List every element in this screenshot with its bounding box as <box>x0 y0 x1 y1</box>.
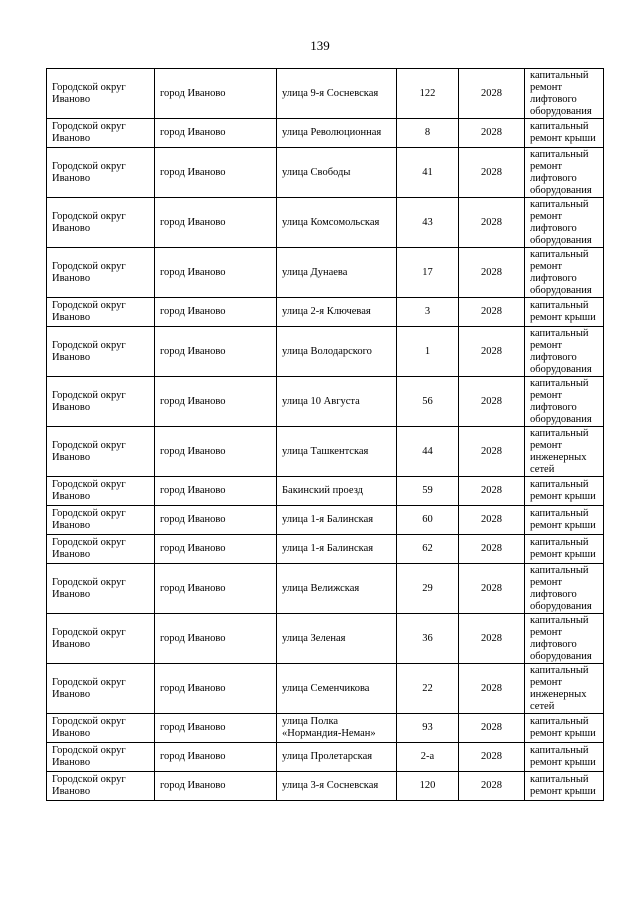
house-number-cell: 17 <box>397 248 459 298</box>
year-cell: 2028 <box>459 772 525 801</box>
year-cell: 2028 <box>459 327 525 377</box>
city-cell: город Иваново <box>155 714 277 743</box>
year-cell: 2028 <box>459 377 525 427</box>
street-cell: улица 1-я Балинская <box>277 535 397 564</box>
house-number-cell: 29 <box>397 564 459 614</box>
street-cell: улица 10 Августа <box>277 377 397 427</box>
table-row <box>47 772 604 801</box>
house-number-cell: 3 <box>397 298 459 327</box>
table-row <box>47 327 604 377</box>
table-row <box>47 614 604 664</box>
table-row <box>47 477 604 506</box>
city-cell: город Иваново <box>155 148 277 198</box>
street-cell: улица 9-я Сосневская <box>277 69 397 119</box>
year-cell: 2028 <box>459 148 525 198</box>
work-type-cell: капитальный ремонт инженерных сетей <box>525 664 604 714</box>
work-type-cell: капитальный ремонт лифтового оборудования <box>525 327 604 377</box>
year-cell: 2028 <box>459 477 525 506</box>
okrug-cell: Городской округ Иваново <box>47 327 155 377</box>
house-number-cell: 59 <box>397 477 459 506</box>
street-cell: улица Дунаева <box>277 248 397 298</box>
work-type-cell: капитальный ремонт лифтового оборудования <box>525 614 604 664</box>
okrug-cell: Городской округ Иваново <box>47 664 155 714</box>
street-cell: улица Революционная <box>277 119 397 148</box>
city-cell: город Иваново <box>155 119 277 148</box>
table-row <box>47 198 604 248</box>
house-number-cell: 36 <box>397 614 459 664</box>
year-cell: 2028 <box>459 198 525 248</box>
year-cell: 2028 <box>459 714 525 743</box>
house-number-cell: 44 <box>397 427 459 477</box>
house-number-cell: 22 <box>397 664 459 714</box>
city-cell: город Иваново <box>155 535 277 564</box>
city-cell: город Иваново <box>155 614 277 664</box>
okrug-cell: Городской округ Иваново <box>47 535 155 564</box>
okrug-cell: Городской округ Иваново <box>47 377 155 427</box>
capital-repair-table <box>46 68 604 801</box>
city-cell: город Иваново <box>155 477 277 506</box>
house-number-cell: 93 <box>397 714 459 743</box>
street-cell: улица 2-я Ключевая <box>277 298 397 327</box>
year-cell: 2028 <box>459 506 525 535</box>
work-type-cell: капитальный ремонт лифтового оборудования <box>525 248 604 298</box>
page-number: 139 <box>310 38 330 53</box>
year-cell: 2028 <box>459 664 525 714</box>
street-cell: улица Полка «Нормандия-Неман» <box>277 714 397 743</box>
city-cell: город Иваново <box>155 248 277 298</box>
table-row <box>47 564 604 614</box>
year-cell: 2028 <box>459 743 525 772</box>
year-cell: 2028 <box>459 298 525 327</box>
work-type-cell: капитальный ремонт крыши <box>525 119 604 148</box>
work-type-cell: капитальный ремонт лифтового оборудования <box>525 564 604 614</box>
city-cell: город Иваново <box>155 327 277 377</box>
year-cell: 2028 <box>459 427 525 477</box>
okrug-cell: Городской округ Иваново <box>47 477 155 506</box>
table-row <box>47 248 604 298</box>
work-type-cell: капитальный ремонт крыши <box>525 772 604 801</box>
table-row <box>47 377 604 427</box>
okrug-cell: Городской округ Иваново <box>47 248 155 298</box>
okrug-cell: Городской округ Иваново <box>47 148 155 198</box>
work-type-cell: капитальный ремонт крыши <box>525 477 604 506</box>
okrug-cell: Городской округ Иваново <box>47 198 155 248</box>
year-cell: 2028 <box>459 119 525 148</box>
okrug-cell: Городской округ Иваново <box>47 506 155 535</box>
house-number-cell: 62 <box>397 535 459 564</box>
city-cell: город Иваново <box>155 377 277 427</box>
work-type-cell: капитальный ремонт крыши <box>525 506 604 535</box>
house-number-cell: 2-а <box>397 743 459 772</box>
house-number-cell: 41 <box>397 148 459 198</box>
street-cell: Бакинский проезд <box>277 477 397 506</box>
city-cell: город Иваново <box>155 564 277 614</box>
table-body <box>47 69 604 801</box>
street-cell: улица Зеленая <box>277 614 397 664</box>
city-cell: город Иваново <box>155 198 277 248</box>
table-row <box>47 69 604 119</box>
street-cell: улица Свободы <box>277 148 397 198</box>
year-cell: 2028 <box>459 69 525 119</box>
work-type-cell: капитальный ремонт крыши <box>525 535 604 564</box>
table-row <box>47 506 604 535</box>
year-cell: 2028 <box>459 564 525 614</box>
house-number-cell: 120 <box>397 772 459 801</box>
street-cell: улица Комсомольская <box>277 198 397 248</box>
okrug-cell: Городской округ Иваново <box>47 69 155 119</box>
city-cell: город Иваново <box>155 664 277 714</box>
city-cell: город Иваново <box>155 506 277 535</box>
okrug-cell: Городской округ Иваново <box>47 427 155 477</box>
year-cell: 2028 <box>459 535 525 564</box>
okrug-cell: Городской округ Иваново <box>47 743 155 772</box>
city-cell: город Иваново <box>155 743 277 772</box>
house-number-cell: 43 <box>397 198 459 248</box>
okrug-cell: Городской округ Иваново <box>47 564 155 614</box>
table-row <box>47 743 604 772</box>
table-row <box>47 298 604 327</box>
street-cell: улица Ташкентская <box>277 427 397 477</box>
street-cell: улица 1-я Балинская <box>277 506 397 535</box>
year-cell: 2028 <box>459 248 525 298</box>
okrug-cell: Городской округ Иваново <box>47 298 155 327</box>
work-type-cell: капитальный ремонт крыши <box>525 298 604 327</box>
table-row <box>47 664 604 714</box>
city-cell: город Иваново <box>155 427 277 477</box>
work-type-cell: капитальный ремонт крыши <box>525 714 604 743</box>
city-cell: город Иваново <box>155 772 277 801</box>
table-row <box>47 148 604 198</box>
table-row <box>47 714 604 743</box>
work-type-cell: капитальный ремонт лифтового оборудования <box>525 69 604 119</box>
house-number-cell: 60 <box>397 506 459 535</box>
okrug-cell: Городской округ Иваново <box>47 614 155 664</box>
work-type-cell: капитальный ремонт лифтового оборудования <box>525 198 604 248</box>
house-number-cell: 122 <box>397 69 459 119</box>
street-cell: улица 3-я Сосневская <box>277 772 397 801</box>
year-cell: 2028 <box>459 614 525 664</box>
city-cell: город Иваново <box>155 298 277 327</box>
okrug-cell: Городской округ Иваново <box>47 119 155 148</box>
house-number-cell: 8 <box>397 119 459 148</box>
okrug-cell: Городской округ Иваново <box>47 714 155 743</box>
street-cell: улица Семенчикова <box>277 664 397 714</box>
work-type-cell: капитальный ремонт инженерных сетей <box>525 427 604 477</box>
house-number-cell: 1 <box>397 327 459 377</box>
table-row <box>47 535 604 564</box>
city-cell: город Иваново <box>155 69 277 119</box>
work-type-cell: капитальный ремонт лифтового оборудования <box>525 377 604 427</box>
house-number-cell: 56 <box>397 377 459 427</box>
work-type-cell: капитальный ремонт крыши <box>525 743 604 772</box>
table-row <box>47 427 604 477</box>
street-cell: улица Велижская <box>277 564 397 614</box>
street-cell: улица Пролетарская <box>277 743 397 772</box>
okrug-cell: Городской округ Иваново <box>47 772 155 801</box>
street-cell: улица Володарского <box>277 327 397 377</box>
work-type-cell: капитальный ремонт лифтового оборудования <box>525 148 604 198</box>
table-row <box>47 119 604 148</box>
